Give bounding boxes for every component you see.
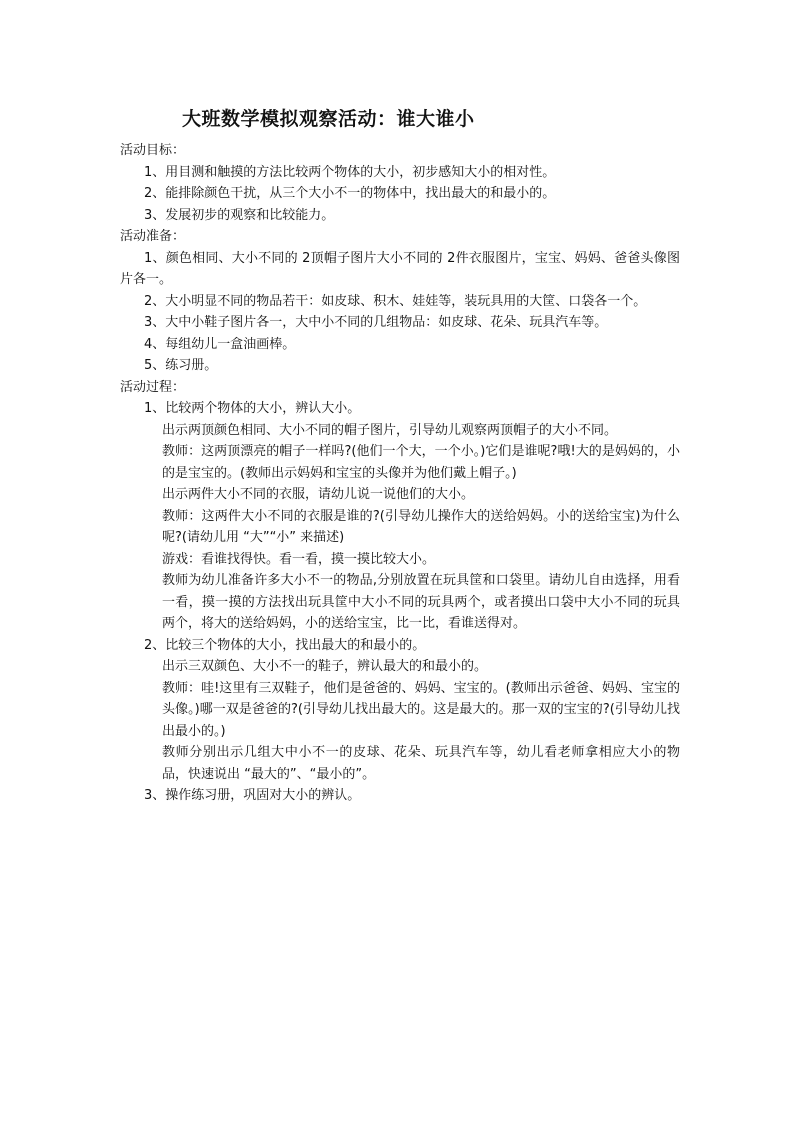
- process-step-3-label: 3、操作练习册，巩固对大小的辨认。: [144, 788, 361, 803]
- goal-item-2: 2、能排除颜色干扰，从三个大小不一的物体中，找出最大的和最小的。: [144, 186, 556, 201]
- process-step-2-label: 2、比较三个物体的大小，找出最大的和最小的。: [144, 637, 426, 653]
- process-step-2-line: 教师分别出示几组大中小不一的皮球、花朵、玩具汽车等，幼儿看老师拿相应大小的物品，快速说出 “最大的”、“最小的”。: [162, 745, 680, 782]
- goal-item-3: 3、发展初步的观察和比较能力。: [144, 207, 335, 223]
- section-heading-process: 活动过程：: [120, 379, 186, 395]
- process-step-1-label: 1、比较两个物体的大小，辨认大小。: [144, 401, 361, 416]
- goal-item-1: 1、用目测和触摸的方法比较两个物体的大小，初步感知大小的相对性。: [144, 164, 556, 180]
- page-title: 大班数学模拟观察活动：谁大谁小: [182, 108, 475, 130]
- process-step-1-line: 教师为幼儿准备许多大小不一的物品,分别放置在玩具筐和口袋里。请幼儿自由选择，用看一看，摸一摸的方法找出玩具筐中大小不同的玩具两个，或者摸出口袋中大小不同的玩具两个，将大的送给妈妈，小的送给宝宝，比一比，看谁送得对。: [162, 573, 680, 631]
- process-step-1-line: 教师：这两顶漂亮的帽子一样吗?(他们一个大，一个小。)它们是谁呢?哦!大的是妈妈的，小的是宝宝的。(教师出示妈妈和宝宝的头像并为他们戴上帽子。): [162, 444, 680, 481]
- process-step-2-line: 教师：哇!这里有三双鞋子，他们是爸爸的、妈妈、宝宝的。(教师出示爸爸、妈妈、宝宝的头像。)哪一双是爸爸的?(引导幼儿找出最大的。这是最大的。那一双的宝宝的?(引导幼儿找出最小的。): [162, 680, 680, 739]
- prep-item-3: 3、大中小鞋子图片各一，大中小不同的几组物品：如皮球、花朵、玩具汽车等。: [144, 315, 608, 330]
- prep-item-5: 5、练习册。: [144, 358, 218, 373]
- process-step-1-line: 出示两顶颜色相同、大小不同的帽子图片，引导幼儿观察两顶帽子的大小不同。: [162, 422, 618, 438]
- prep-item-2: 2、大小明显不同的物品若干：如皮球、积木、娃娃等，装玩具用的大筐、口袋各一个。: [144, 293, 647, 309]
- prep-item-1: 1、颜色相同、大小不同的 2顶帽子图片大小不同的 2件衣服图片，宝宝、妈妈、爸爸头像图片各一。: [120, 250, 680, 287]
- document-body: [120, 140, 680, 807]
- section-heading-goals: 活动目标：: [120, 143, 186, 158]
- section-heading-prep: 活动准备：: [120, 229, 186, 244]
- process-step-2-line: 出示三双颜色、大小不一的鞋子，辨认最大的和最小的。: [162, 659, 488, 674]
- process-step-1-line: 出示两件大小不同的衣服，请幼儿说一说他们的大小。: [162, 487, 475, 502]
- process-step-1-line: 教师：这两件大小不同的衣服是谁的?(引导幼儿操作大的送给妈妈。小的送给宝宝)为什么呢?(请幼儿用 “大”“小” 来描述): [162, 508, 680, 545]
- process-step-1-line: 游戏：看谁找得快。看一看，摸一摸比较大小。: [162, 551, 436, 567]
- prep-item-4: 4、每组幼儿一盒油画棒。: [144, 336, 296, 352]
